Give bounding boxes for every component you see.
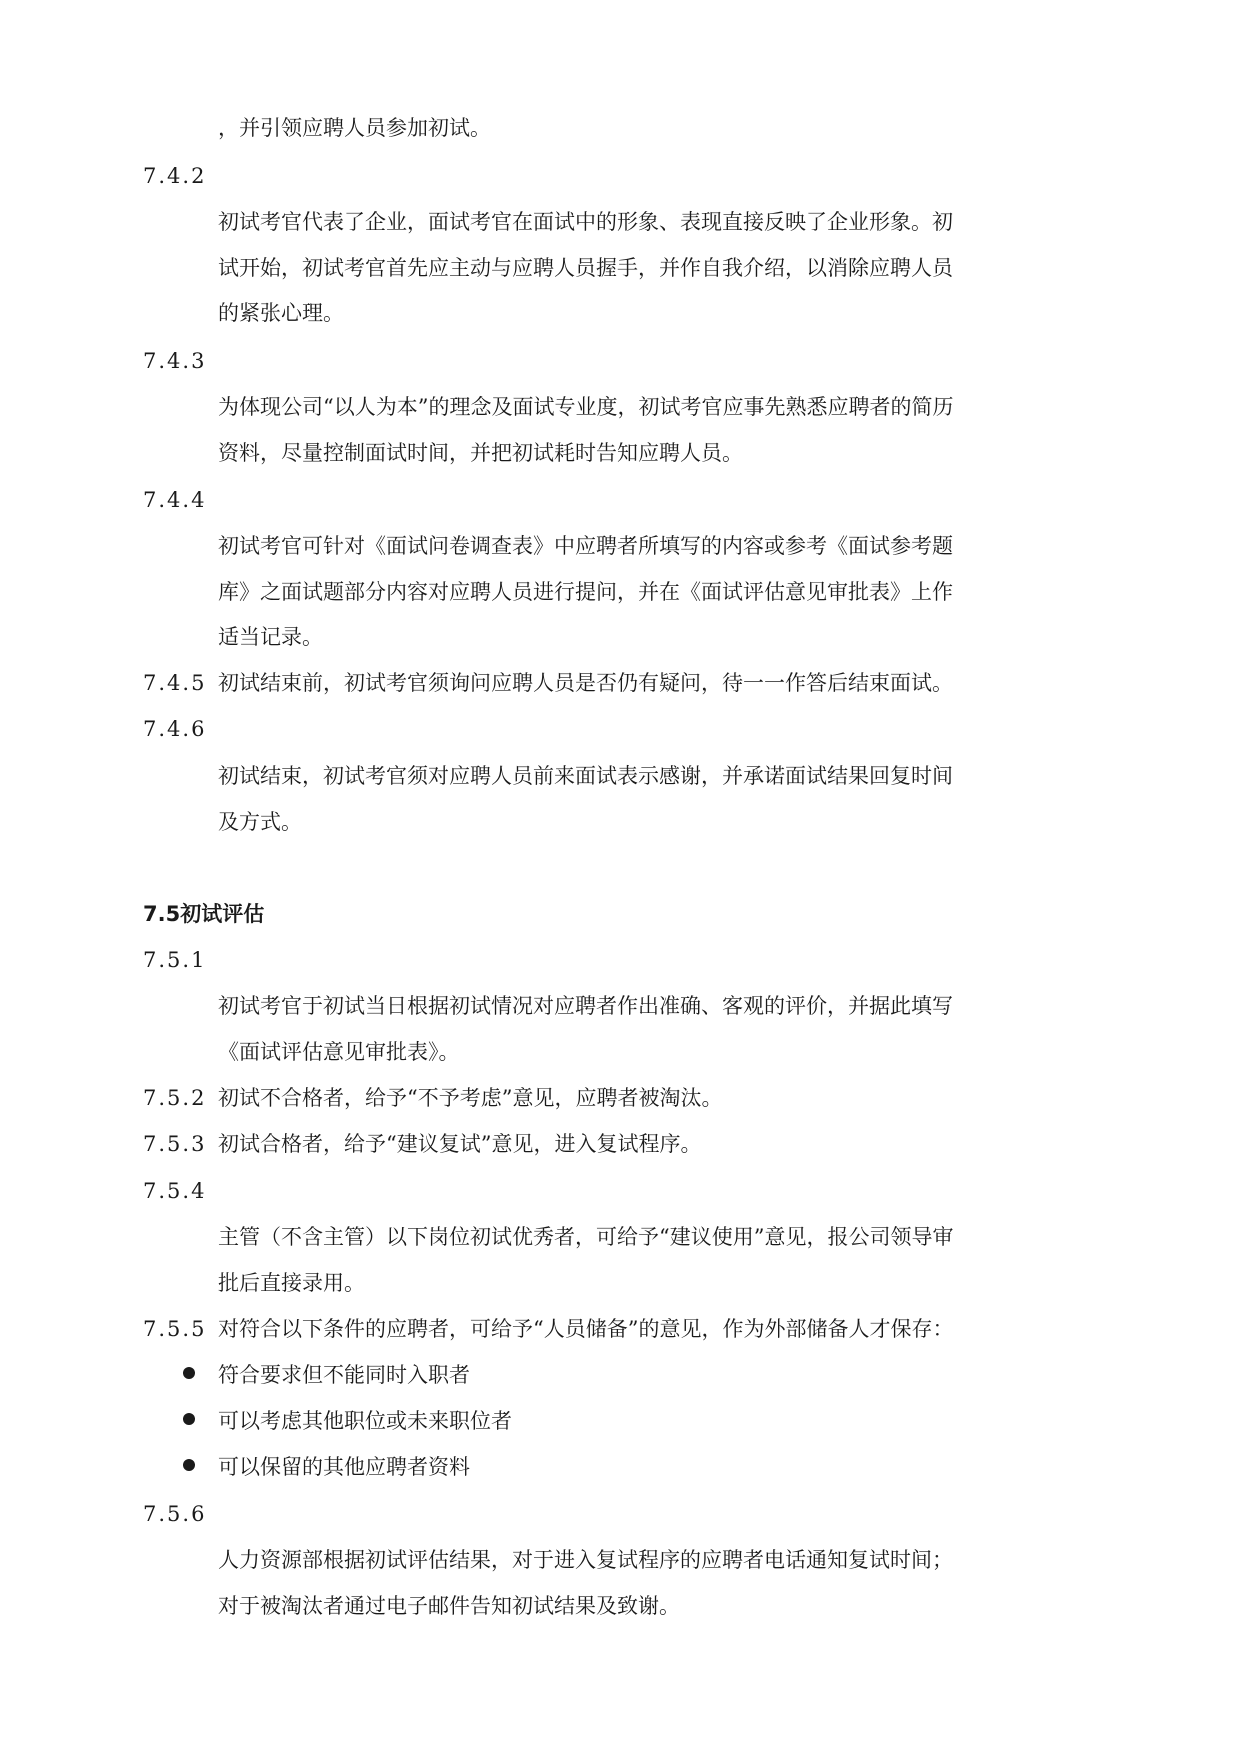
clause-number: 7.4.6 — [143, 717, 207, 741]
paragraph-line: 初试结束，初试考官须对应聘人员前来面试表示感谢，并承诺面试结果回复时间 — [218, 764, 953, 788]
paragraph-line: 为体现公司“以人为本”的理念及面试专业度，初试考官应事先熟悉应聘者的简历 — [218, 395, 954, 419]
section-heading: 7.5初试评估 — [143, 902, 265, 926]
paragraph-line: ，并引领应聘人员参加初试。 — [218, 116, 491, 140]
clause-number: 7.5.5 — [143, 1317, 207, 1341]
paragraph-line: 的紧张心理。 — [218, 301, 344, 325]
clause-number: 7.5.1 — [143, 948, 207, 972]
paragraph-line: 初试结束前，初试考官须询问应聘人员是否仍有疑问，待一一作答后结束面试。 — [218, 671, 953, 695]
clause-number: 7.5.2 — [143, 1086, 207, 1110]
bullet-item: 可以考虑其他职位或未来职位者 — [218, 1409, 512, 1433]
paragraph-line: 初试考官于初试当日根据初试情况对应聘者作出准确、客观的评价，并据此填写 — [218, 994, 953, 1018]
paragraph-line: 初试考官可针对《面试问卷调查表》中应聘者所填写的内容或参考《面试参考题 — [218, 534, 953, 558]
bullet-item: 可以保留的其他应聘者资料 — [218, 1455, 470, 1479]
paragraph-line: 资料，尽量控制面试时间，并把初试耗时告知应聘人员。 — [218, 441, 743, 465]
paragraph-line: 主管（不含主管）以下岗位初试优秀者，可给予“建议使用”意见，报公司领导审 — [218, 1225, 954, 1249]
clause-number: 7.5.3 — [143, 1132, 207, 1156]
paragraph-line: 库》之面试题部分内容对应聘人员进行提问，并在《面试评估意见审批表》上作 — [218, 580, 953, 604]
clause-number: 7.4.2 — [143, 164, 207, 188]
bullet-item: 符合要求但不能同时入职者 — [218, 1363, 470, 1387]
bullet-icon — [183, 1413, 195, 1425]
clause-number: 7.5.6 — [143, 1502, 207, 1526]
paragraph-line: 《面试评估意见审批表》。 — [218, 1040, 460, 1064]
bullet-icon — [183, 1367, 195, 1379]
paragraph-line: 对于被淘汰者通过电子邮件告知初试结果及致谢。 — [218, 1594, 680, 1618]
clause-number: 7.4.3 — [143, 349, 207, 373]
paragraph-line: 适当记录。 — [218, 625, 323, 649]
clause-number: 7.4.5 — [143, 671, 207, 695]
paragraph-line: 人力资源部根据初试评估结果，对于进入复试程序的应聘者电话通知复试时间； — [218, 1548, 953, 1572]
paragraph-line: 初试合格者，给予“建议复试”意见，进入复试程序。 — [218, 1132, 702, 1156]
clause-number: 7.4.4 — [143, 488, 207, 512]
paragraph-line: 试开始，初试考官首先应主动与应聘人员握手，并作自我介绍，以消除应聘人员 — [218, 256, 953, 280]
clause-number: 7.5.4 — [143, 1179, 207, 1203]
paragraph-line: 及方式。 — [218, 810, 302, 834]
paragraph-line: 初试考官代表了企业，面试考官在面试中的形象、表现直接反映了企业形象。初 — [218, 210, 953, 234]
bullet-icon — [183, 1459, 195, 1471]
paragraph-line: 对符合以下条件的应聘者，可给予“人员储备”的意见，作为外部储备人才保存： — [218, 1317, 954, 1341]
paragraph-line: 批后直接录用。 — [218, 1271, 365, 1295]
paragraph-line: 初试不合格者，给予“不予考虑”意见，应聘者被淘汰。 — [218, 1086, 723, 1110]
